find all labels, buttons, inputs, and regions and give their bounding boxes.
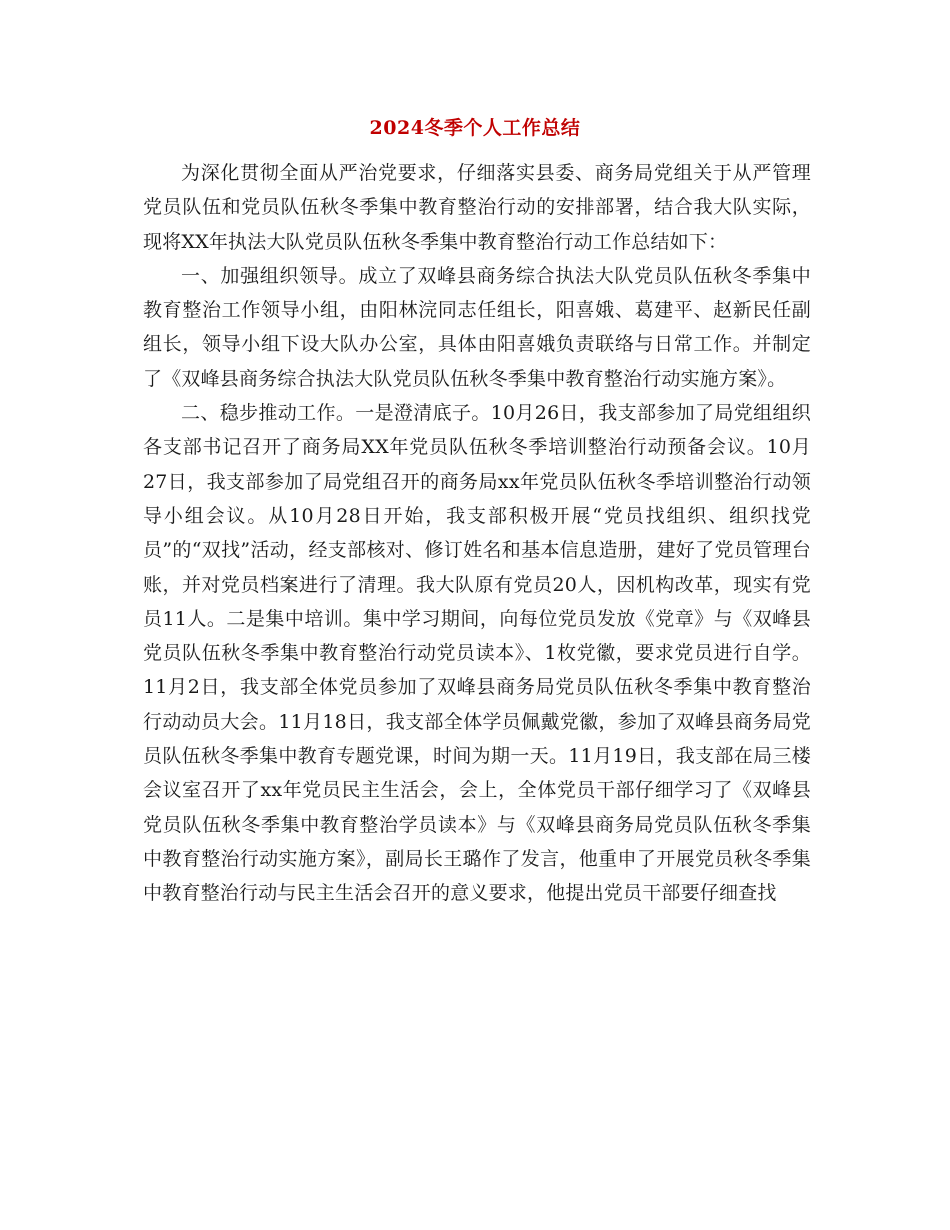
paragraph-progress: 二、稳步推动工作。一是澄清底子。10月26日，我支部参加了局党组组织各支部书记召开了商务局XX年党员队伍秋冬季培训整治行动预备会议。10月27日，我支部参加了局党组召开的商务局xx年党员队伍秋冬季培训整治行动领导小组会议。从10月28日开始，我支部积极开展“党员找组织、组织找党员”的“双找”活动，经支部核对、修订姓名和基本信息造册，建好了党员管理台账，并对党员档案进行了清理。我大队原有党员20人，因机构改革，现实有党员11人。二是集中培训。集中学习期间，向每位党员发放《党章》与《双峰县党员队伍秋冬季集中教育整治行动党员读本》、1枚党徽，要求党员进行自学。11月2日，我支部全体党员参加了双峰县商务局党员队伍秋冬季集中教育整治行动动员大会。11月18日，我支部全体学员佩戴党徽，参加了双峰县商务局党员队伍秋冬季集中教育专题党课，时间为期一天。11月19日，我支部在局三楼会议室召开了xx年党员民主生活会，会上，全体党员干部仔细学习了《双峰县党员队伍秋冬季集中教育整治学员读本》与《双峰县商务局党员队伍秋冬季集中教育整治行动实施方案》，副局长王璐作了发言，他重申了开展党员秋冬季集中教育整治行动与民主生活会召开的意义要求，他提出党员干部要仔细查找: [143, 402, 811, 905]
paragraph-intro: 为深化贯彻全面从严治党要求，仔细落实县委、商务局党组关于从严管理党员队伍和党员队伍秋冬季集中教育整治行动的安排部署，结合我大队实际，现将XX年执法大队党员队伍秋冬季集中教育整治行动工作总结如下：: [143, 162, 811, 253]
document-body: [143, 156, 811, 911]
paragraph-organization: 一、加强组织领导。成立了双峰县商务综合执法大队党员队伍秋冬季集中教育整治工作领导小组，由阳林浣同志任组长，阳喜娥、葛建平、赵新民任副组长，领导小组下设大队办公室，具体由阳喜娥负责联络与日常工作。并制定了《双峰县商务综合执法大队党员队伍秋冬季集中教育整治行动实施方案》。: [143, 264, 811, 390]
document-title: 2024冬季个人工作总结: [369, 117, 581, 139]
